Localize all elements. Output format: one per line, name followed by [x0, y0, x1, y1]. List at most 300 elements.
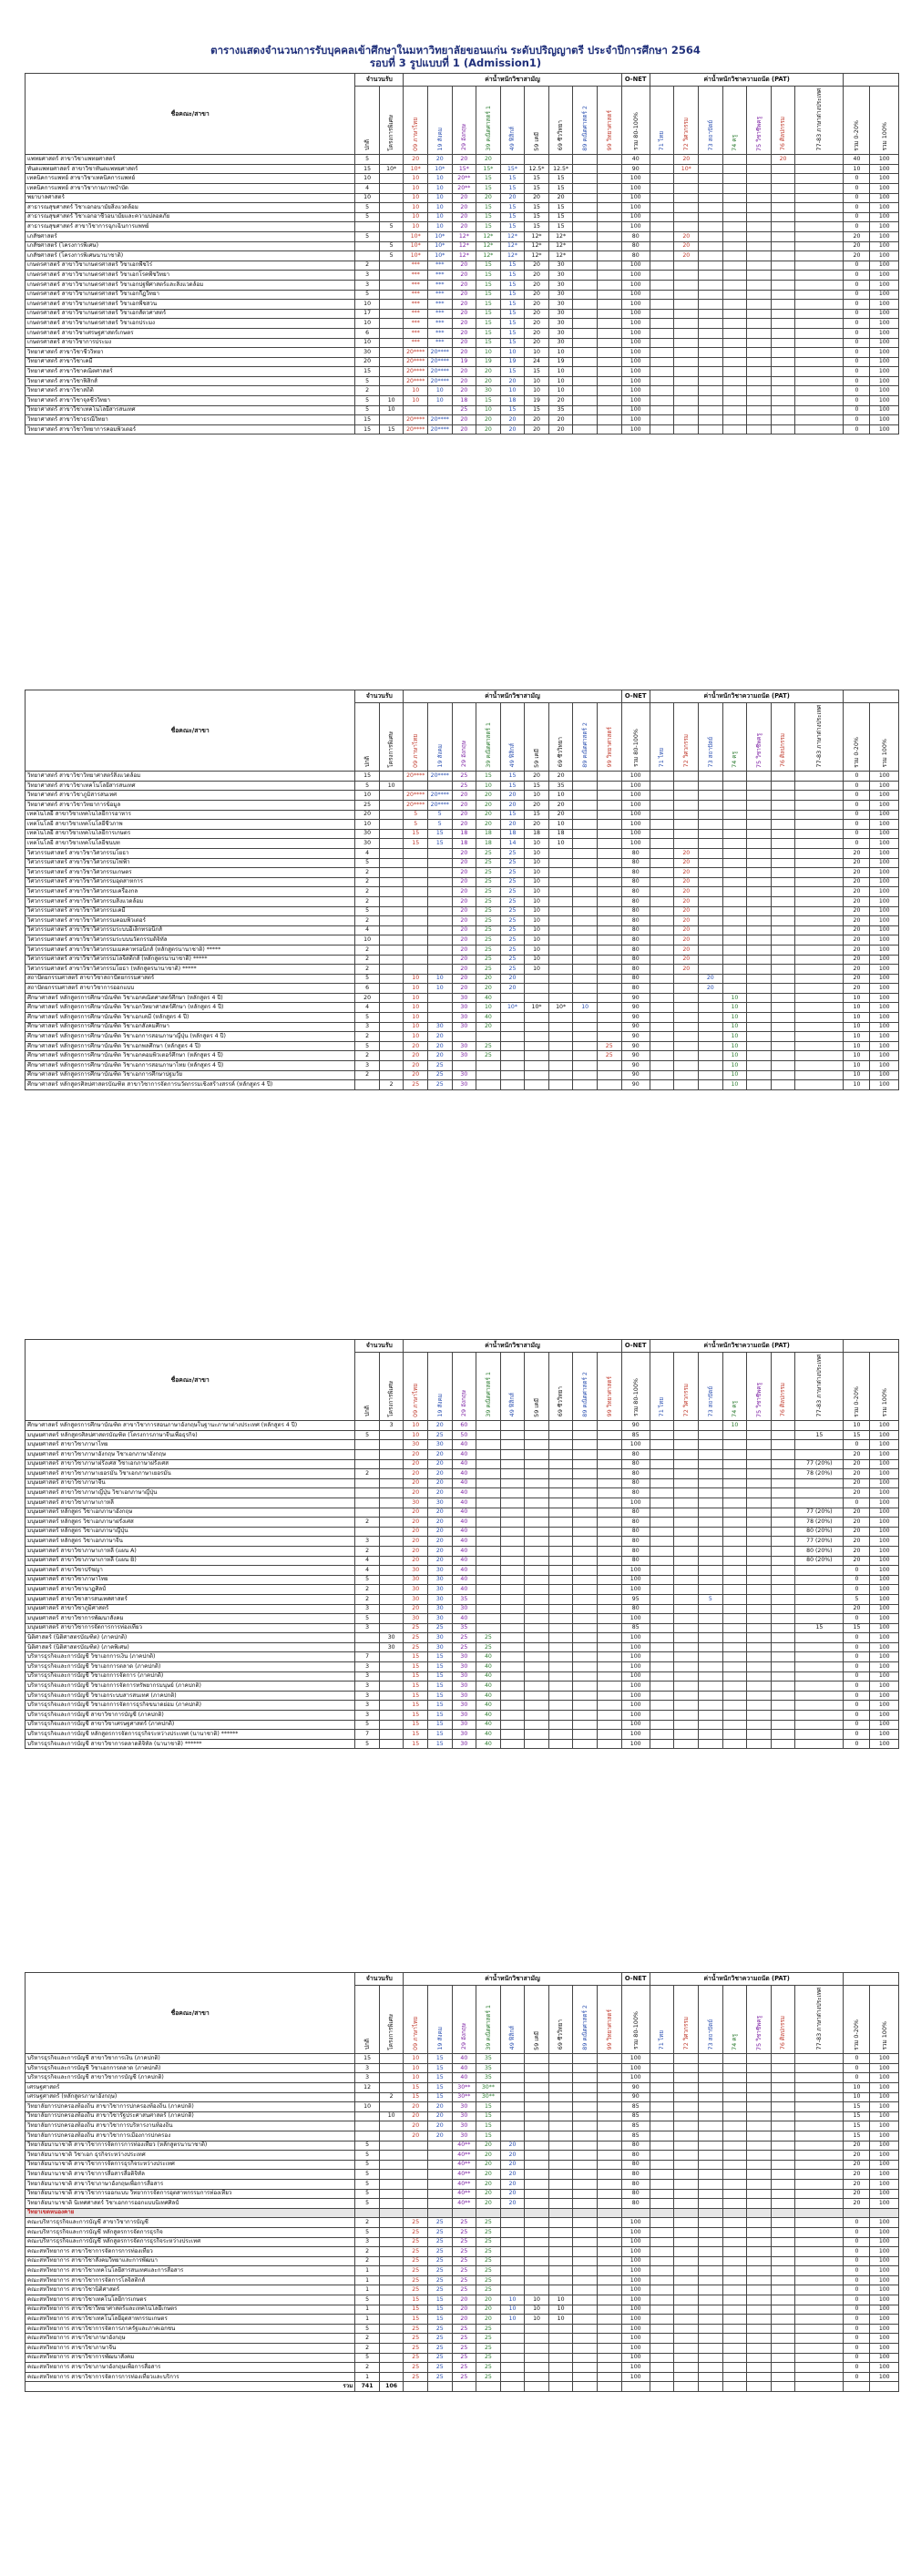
cell-value [597, 2170, 621, 2180]
program-name: เทคนิคการแพทย์ สาขาวิชากายภาพบำบัด [26, 184, 355, 194]
cell-value: 25 [427, 2218, 452, 2228]
cell-value [525, 984, 549, 994]
table-row [26, 1739, 899, 1749]
cell-value: 100 [870, 1041, 899, 1051]
cell-value: 30 [452, 1022, 476, 1032]
cell-value: 20 [404, 1469, 428, 1479]
cell-value [795, 424, 844, 434]
header-sub-label: รวม 0-20% [853, 2019, 861, 2050]
cell-value [747, 1022, 772, 1032]
cell-value: 90 [621, 1003, 650, 1013]
cell-value [548, 2344, 573, 2354]
cell-value: *** [404, 309, 428, 319]
cell-value [771, 1440, 795, 1450]
cell-value [548, 1061, 573, 1071]
cell-value: 15 [476, 328, 501, 338]
cell-value: 100 [870, 1730, 899, 1740]
cell-value: 20 [427, 1488, 452, 1498]
cell-value [573, 2111, 598, 2121]
cell-value: 20 [844, 2151, 870, 2161]
cell-value: 10 [722, 993, 747, 1003]
cell-value [722, 2275, 747, 2285]
cell-value: 100 [870, 1537, 899, 1547]
cell-value: 100 [870, 1585, 899, 1595]
header-sub [404, 1353, 428, 1421]
table-row [26, 1450, 899, 1460]
header-sub [870, 87, 899, 155]
table-row [26, 1594, 899, 1604]
cell-value [699, 1537, 723, 1547]
cell-value [650, 280, 674, 290]
cell-value: 100 [621, 328, 650, 338]
cell-value: 100 [870, 309, 899, 319]
cell-value: 15 [476, 2102, 501, 2112]
cell-value [573, 984, 598, 994]
header-sub-label: 49 ฟิสิกส์ [508, 743, 517, 768]
cell-value [548, 1633, 573, 1643]
cell-value [674, 2305, 699, 2315]
cell-value: 20**** [404, 801, 428, 811]
cell-value [722, 925, 747, 935]
cell-value [476, 1488, 501, 1498]
cell-value [747, 2372, 772, 2382]
table-row [26, 1032, 899, 1042]
cell-value [525, 1575, 549, 1585]
cell-value [379, 328, 404, 338]
program-name: วิศวกรรมศาสตร์ สาขาวิชาวิศวกรรมโลจิสติกส์ (หลักสูตรนานาชาติ) ***** [26, 955, 355, 965]
cell-value: 25 [404, 1642, 428, 1652]
program-name: วิทยาลัยนานาชาติ นิเทศศาสตร์ วิชาเอกการออกแบบนิเทศศิลป์ [26, 2199, 355, 2209]
cell-value: 25 [476, 916, 501, 926]
cell-value: 25 [427, 2334, 452, 2344]
cell-value: 10 [548, 820, 573, 830]
cell-value: 40** [452, 2151, 476, 2161]
cell-value [548, 2285, 573, 2295]
cell-value [699, 2063, 723, 2073]
cell-value [699, 2179, 723, 2189]
cell-value: 4 [355, 184, 380, 194]
cell-value [597, 1711, 621, 1721]
cell-value: 30 [427, 1575, 452, 1585]
cell-value [674, 2227, 699, 2237]
cell-value: 100 [870, 300, 899, 310]
cell-value [747, 2179, 772, 2189]
cell-value [650, 2131, 674, 2141]
cell-value: 80 [621, 251, 650, 261]
cell-value [452, 1061, 476, 1071]
cell-value: 10 [548, 348, 573, 358]
header-sub-label: รวม 80-100% [631, 112, 640, 151]
header-sub [404, 703, 428, 772]
header-sub-label: 49 ฟิสิกส์ [508, 1393, 517, 1417]
header-sub-label: 39 คณิตศาสตร์ 1 [484, 105, 492, 151]
cell-value: 30 [452, 1080, 476, 1090]
cell-value: 100 [621, 203, 650, 213]
cell-value [747, 2054, 772, 2064]
cell-value [771, 2141, 795, 2151]
cell-value: 10 [355, 174, 380, 184]
cell-value [379, 772, 404, 782]
cell-value [597, 376, 621, 386]
cell-value [548, 1711, 573, 1721]
header-sub [747, 87, 772, 155]
cell-value [795, 319, 844, 329]
cell-value [597, 2102, 621, 2112]
cell-value: 100 [870, 1633, 899, 1643]
table-row [26, 906, 899, 916]
cell-value: 25 [476, 935, 501, 946]
cell-value: 100 [870, 1682, 899, 1692]
cell-value [771, 1701, 795, 1711]
cell-value [500, 1032, 525, 1042]
cell-value [795, 280, 844, 290]
cell-value [699, 993, 723, 1003]
cell-value: 1 [355, 2372, 380, 2382]
cell-value: 100 [621, 2073, 650, 2083]
cell-value: 100 [870, 348, 899, 358]
cell-value: 100 [621, 1440, 650, 1450]
cell-value [747, 1450, 772, 1460]
cell-value [573, 386, 598, 396]
cell-value [573, 1430, 598, 1440]
cell-value [795, 1604, 844, 1614]
cell-value [722, 955, 747, 965]
cell-value [476, 1527, 501, 1537]
cell-value [771, 241, 795, 251]
cell-value: 2 [355, 965, 380, 975]
cell-value: 5 [427, 820, 452, 830]
cell-value [650, 877, 674, 887]
cell-value [573, 2160, 598, 2170]
cell-value: 100 [870, 1575, 899, 1585]
cell-value: 12* [525, 241, 549, 251]
header-pat: ค่าน้ำหนักวิชาความถนัด (PAT) [650, 1340, 844, 1353]
cell-value [795, 1421, 844, 1431]
cell-value [573, 1575, 598, 1585]
cell-value: 100 [870, 405, 899, 415]
cell-value [379, 231, 404, 241]
cell-value: 7 [355, 1652, 380, 1662]
cell-value [674, 839, 699, 849]
cell-value [597, 405, 621, 415]
cell-value [771, 2295, 795, 2305]
cell-value [379, 367, 404, 377]
cell-value: 25 [500, 916, 525, 926]
cell-value [699, 848, 723, 858]
cell-value [674, 1080, 699, 1090]
cell-value [674, 1546, 699, 1556]
cell-value [771, 2227, 795, 2237]
cell-value [597, 280, 621, 290]
cell-value: 100 [621, 2275, 650, 2285]
table-row [26, 2073, 899, 2083]
cell-value: 25 [476, 1633, 501, 1643]
cell-value [379, 155, 404, 165]
cell-value: 10 [404, 1022, 428, 1032]
cell-value [650, 2063, 674, 2073]
cell-value: 10 [355, 338, 380, 348]
cell-value: 20 [355, 357, 380, 367]
cell-value: 20 [427, 1450, 452, 1460]
cell-value: 20 [500, 193, 525, 203]
cell-value [427, 858, 452, 868]
cell-value: 3 [355, 1623, 380, 1633]
cell-value [597, 2275, 621, 2285]
cell-value: 25 [452, 781, 476, 791]
cell-value [597, 271, 621, 281]
cell-value: 20 [674, 868, 699, 878]
cell-value [573, 2324, 598, 2334]
cell-value [699, 2073, 723, 2083]
cell-value [379, 2151, 404, 2161]
header-sub-label: 99 วิทยาศาสตร์ [605, 1376, 613, 1417]
cell-value [573, 328, 598, 338]
cell-value [355, 1642, 380, 1652]
cell-value: 100 [870, 935, 899, 946]
cell-value [795, 2266, 844, 2276]
cell-value [699, 781, 723, 791]
cell-value [795, 916, 844, 926]
table-row [26, 1080, 899, 1090]
cell-value: 100 [621, 212, 650, 222]
cell-value [573, 1459, 598, 1469]
cell-value: 10* [427, 251, 452, 261]
cell-value [548, 2170, 573, 2180]
cell-value [573, 1623, 598, 1633]
cell-value [699, 2382, 723, 2392]
cell-value: 15 [427, 1739, 452, 1749]
cell-value: 10 [722, 1051, 747, 1061]
cell-value: 5 [355, 974, 380, 984]
cell-value: 25 [476, 2363, 501, 2373]
cell-value [747, 300, 772, 310]
cell-value [674, 290, 699, 300]
cell-value [379, 2121, 404, 2131]
cell-value [525, 2073, 549, 2083]
cell-value: 100 [870, 2131, 899, 2141]
cell-value: 0 [844, 212, 870, 222]
cell-value [771, 1469, 795, 1479]
cell-value: 20 [476, 2315, 501, 2325]
header-sub [548, 87, 573, 155]
cell-value [722, 338, 747, 348]
table-row [26, 1720, 899, 1730]
cell-value [500, 1720, 525, 1730]
cell-value [699, 2111, 723, 2121]
cell-value: 5 [404, 810, 428, 820]
cell-value: 15 [476, 280, 501, 290]
cell-value: 15 [404, 1652, 428, 1662]
cell-value [650, 2208, 674, 2218]
header-sub [379, 1353, 404, 1421]
cell-value [699, 1527, 723, 1537]
cell-value [525, 1701, 549, 1711]
cell-value: 0 [844, 376, 870, 386]
cell-value: 95 [621, 1594, 650, 1604]
cell-value [597, 1730, 621, 1740]
cell-value [795, 1691, 844, 1701]
cell-value [500, 1459, 525, 1469]
cell-value [525, 1739, 549, 1749]
cell-value [771, 1051, 795, 1061]
cell-value [379, 1508, 404, 1518]
cell-value [427, 2208, 452, 2218]
cell-value: 100 [870, 290, 899, 300]
cell-value: 20 [844, 2141, 870, 2151]
cell-value [699, 2218, 723, 2228]
cell-value [525, 1469, 549, 1479]
header-sub [355, 87, 380, 155]
cell-value [650, 164, 674, 174]
cell-value [500, 2102, 525, 2112]
cell-value: 2 [355, 1518, 380, 1528]
program-name: มนุษยศาสตร์ สาขาวิชาภาษาไทย [26, 1575, 355, 1585]
cell-value [525, 2102, 549, 2112]
cell-value [674, 2266, 699, 2276]
cell-value: 100 [870, 1421, 899, 1431]
cell-value [597, 1604, 621, 1614]
table-row [26, 820, 899, 830]
cell-value [795, 251, 844, 261]
header-sub [844, 703, 870, 772]
cell-value: 30 [548, 319, 573, 329]
cell-value [476, 1070, 501, 1080]
cell-value: 20 [844, 1488, 870, 1498]
cell-value: 20 [476, 801, 501, 811]
cell-value [674, 309, 699, 319]
cell-value [427, 2189, 452, 2199]
cell-value [650, 2372, 674, 2382]
cell-value [674, 2324, 699, 2334]
cell-value [500, 2218, 525, 2228]
cell-value [771, 212, 795, 222]
cell-value: 15 [404, 2092, 428, 2102]
cell-value [500, 1652, 525, 1662]
cell-value: 25 [404, 2353, 428, 2363]
cell-value [699, 1652, 723, 1662]
cell-value: 20 [844, 1469, 870, 1479]
cell-value [379, 1478, 404, 1488]
table-row [26, 1488, 899, 1498]
cell-value [747, 1070, 772, 1080]
cell-value [771, 2256, 795, 2266]
cell-value [699, 424, 723, 434]
cell-value: 20 [452, 271, 476, 281]
cell-value [674, 1701, 699, 1711]
cell-value [573, 193, 598, 203]
cell-value [795, 965, 844, 975]
cell-value: 741 [355, 2382, 380, 2392]
cell-value [699, 801, 723, 811]
cell-value [771, 2315, 795, 2325]
cell-value [379, 1585, 404, 1595]
cell-value [476, 1469, 501, 1479]
header-sub-label: รวม 80-100% [631, 2011, 640, 2050]
cell-value: 5 [355, 2189, 380, 2199]
header-sub [722, 87, 747, 155]
header-sub [747, 1986, 772, 2054]
cell-value [771, 1032, 795, 1042]
table-row [26, 2160, 899, 2170]
cell-value [573, 820, 598, 830]
cell-value [548, 848, 573, 858]
cell-value: 90 [621, 1022, 650, 1032]
header-quota: จำนวนรับ [355, 1973, 404, 1986]
cell-value [650, 1662, 674, 1672]
header-sub [476, 703, 501, 772]
cell-value [722, 1701, 747, 1711]
cell-value: 40** [452, 2170, 476, 2180]
cell-value [573, 1469, 598, 1479]
header-sub [747, 703, 772, 772]
cell-value [548, 2179, 573, 2189]
cell-value [573, 164, 598, 174]
header-sub-label: 69 ชีววิทยา [557, 120, 565, 151]
cell-value: 90 [621, 1061, 650, 1071]
program-name: ศึกษาศาสตร์ หลักสูตรการศึกษาบัณฑิต วิชาเอกการศึกษาปฐมวัย [26, 1070, 355, 1080]
cell-value [355, 1421, 380, 1431]
cell-value: 25 [404, 2372, 428, 2382]
cell-value: 80 [621, 858, 650, 868]
program-name: วิศวกรรมศาสตร์ สาขาวิชาวิศวกรรมคอมพิวเตอร์ [26, 916, 355, 926]
cell-value [795, 1594, 844, 1604]
cell-value: 20 [674, 887, 699, 897]
program-name: บริหารธุรกิจและการบัญชี วิชาเอกการตลาด (ภาคปกติ) [26, 2063, 355, 2073]
table-row [26, 974, 899, 984]
cell-value [355, 222, 380, 232]
cell-value: 30 [355, 829, 380, 839]
cell-value: 40 [452, 1546, 476, 1556]
cell-value [722, 1478, 747, 1488]
cell-value: 5 [355, 376, 380, 386]
cell-value [573, 212, 598, 222]
cell-value [674, 1508, 699, 1518]
cell-value: 0 [844, 2324, 870, 2334]
cell-value [548, 2208, 573, 2218]
cell-value: 2 [355, 945, 380, 955]
cell-value [650, 271, 674, 281]
cell-value: 40 [452, 1440, 476, 1450]
cell-value: 20 [525, 271, 549, 281]
cell-value: 100 [870, 1711, 899, 1721]
cell-value: 2 [355, 2344, 380, 2354]
cell-value: 25 [427, 2324, 452, 2334]
cell-value [722, 1604, 747, 1614]
cell-value [747, 993, 772, 1003]
cell-value [548, 1070, 573, 1080]
cell-value [771, 2266, 795, 2276]
cell-value [674, 1469, 699, 1479]
cell-value [573, 2189, 598, 2199]
cell-value [722, 868, 747, 878]
cell-value: 10* [427, 164, 452, 174]
cell-value [795, 2131, 844, 2141]
program-name: เภสัชศาสตร์ (โครงการพิเศษนานาชาติ) [26, 251, 355, 261]
cell-value [525, 1051, 549, 1061]
cell-value [379, 1556, 404, 1566]
cell-value: 25 [404, 1623, 428, 1633]
cell-value: 0 [844, 415, 870, 425]
cell-value [699, 415, 723, 425]
cell-value [795, 1711, 844, 1721]
cell-value: 5 [355, 1720, 380, 1730]
cell-value: 0 [844, 810, 870, 820]
cell-value: 15 [500, 300, 525, 310]
cell-value: 0 [844, 801, 870, 811]
cell-value [771, 810, 795, 820]
cell-value [699, 241, 723, 251]
cell-value [674, 2054, 699, 2064]
